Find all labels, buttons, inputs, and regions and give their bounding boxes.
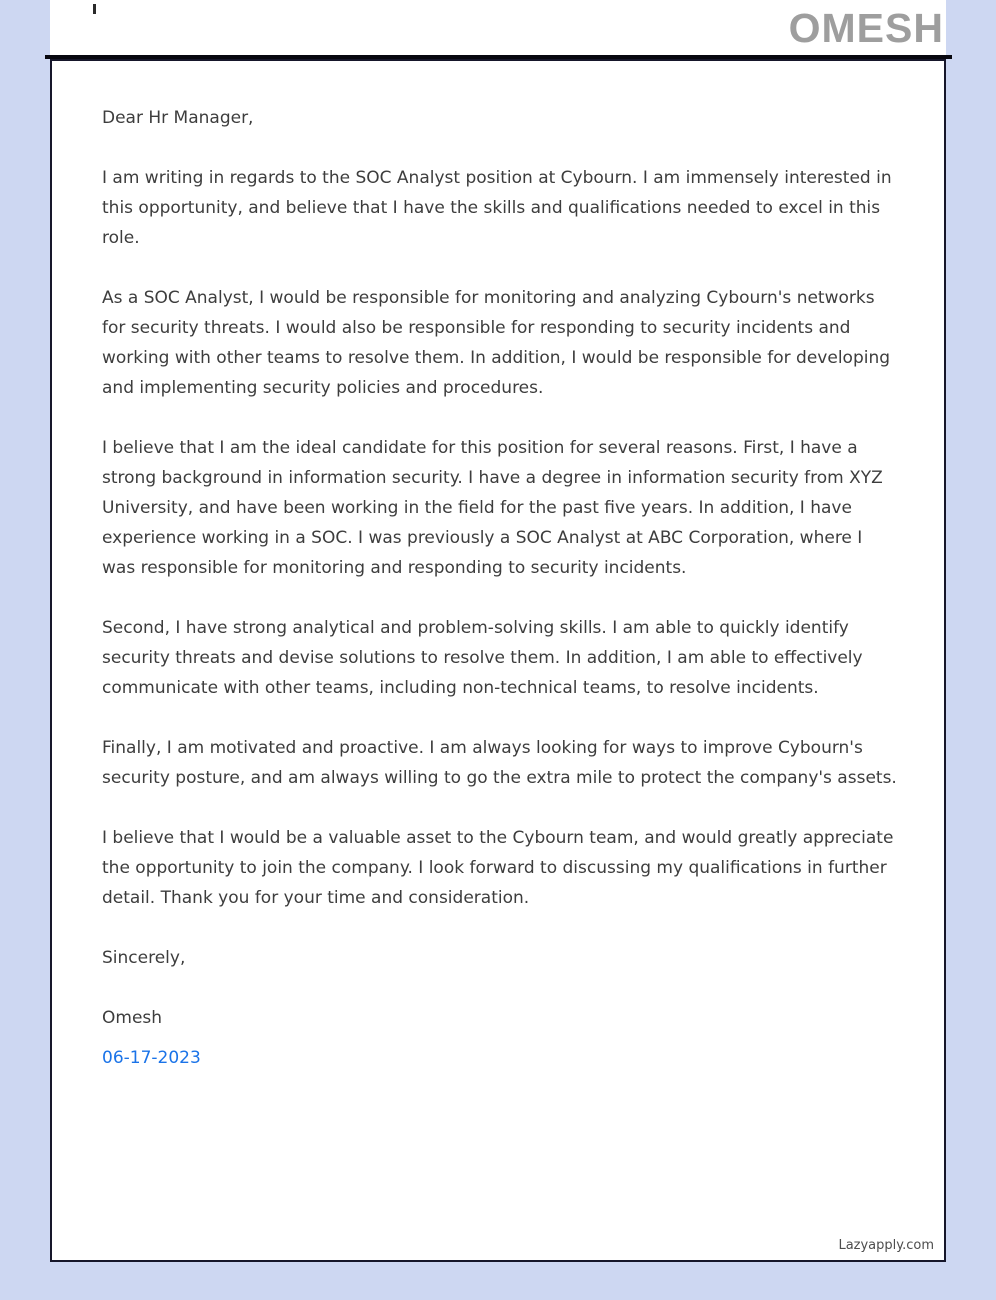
letter-paragraph: I believe that I would be a valuable asset to the Cybourn team, and would greatly appreciate the opportunity to join the company. I look forward to discussing my qualifications in further detail. Thank you for your time and consideration. bbox=[102, 828, 894, 908]
salutation: Dear Hr Manager, bbox=[102, 108, 254, 128]
letter-paragraph: Second, I have strong analytical and problem-solving skills. I am able to quickly identify security threats and devise solutions to resolve them. In addition, I am able to effectively communicate with other teams, including non-technical teams, to resolve incidents. bbox=[102, 618, 863, 698]
letter-body bbox=[50, 59, 946, 1262]
header bbox=[50, 0, 946, 55]
letter-paragraph: I believe that I am the ideal candidate for this position for several reasons. First, I have a strong background in information security. I have a degree in information security from XYZ University, and have been working in the field for the past five years. In addition, I have experience working in a SOC. I was previously a SOC Analyst at ABC Corporation, where I was responsible for monitoring and responding to security incidents. bbox=[102, 438, 883, 578]
letter-paragraph: As a SOC Analyst, I would be responsible for monitoring and analyzing Cybourn's networks for security threats. I would also be responsible for responding to security incidents and working with other teams to resolve them. In addition, I would be responsible for developing and implementing security policies and procedures. bbox=[102, 288, 891, 398]
signature: Omesh bbox=[102, 1008, 163, 1028]
closing: Sincerely, bbox=[102, 948, 186, 968]
date-link[interactable]: 06-17-2023 bbox=[102, 1048, 201, 1068]
brand-logo-text: OMESH bbox=[788, 5, 944, 51]
footer-watermark: Lazyapply.com bbox=[838, 1238, 934, 1253]
text-cursor-mark bbox=[93, 4, 96, 14]
letter-paragraph: Finally, I am motivated and proactive. I am always looking for ways to improve Cybourn's security posture, and am always willing to go the extra mile to protect the company's assets. bbox=[102, 738, 897, 788]
letter-paragraph: I am writing in regards to the SOC Analyst position at Cybourn. I am immensely interested in this opportunity, and believe that I have the skills and qualifications needed to excel in this role. bbox=[102, 168, 892, 248]
